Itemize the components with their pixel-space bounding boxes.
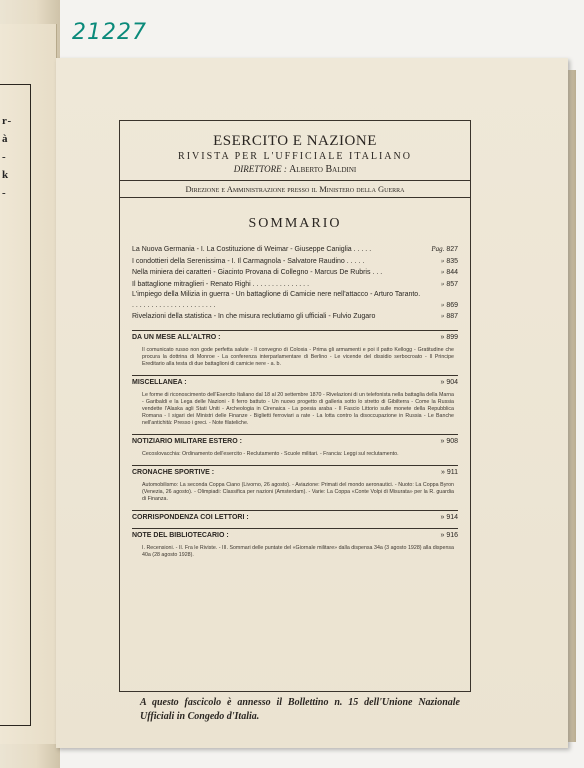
article-page [424, 279, 458, 291]
page-number: 827 [446, 246, 458, 253]
toc-article-row [132, 311, 458, 323]
page-prefix: » [440, 268, 445, 276]
article-title: Rivelazioni della statistica - In che misura reclutiamo gli ufficiali - Fulvio Zugaro [132, 313, 376, 320]
section-summary: Cecoslovacchia: Ordinamento dell'esercito - Reclutamento - Scuole militari. - Francia: Leggi sul reclutamento. [142, 450, 399, 457]
page-number: 857 [446, 280, 458, 288]
section-page: » 899 [440, 333, 458, 341]
section-summary: Il comunicato russo non gode perfetta salute - Il convegno di Coloxia - Prima gli armamenti e poi il patto Kellogg - Gratitudine che procura la dottrina di Monroe - La conferenza interparlamentare di Berlino - Le vicende del dissidio serbocroato - Il Principe Ereditario alla testa di due battaglioni di camicie nere - a. b. [142, 346, 454, 367]
section-page: » 904 [440, 378, 458, 386]
page-number: 908 [446, 437, 458, 445]
page-number: 844 [446, 269, 458, 276]
masthead-subtitle: RIVISTA PER L'UFFICIALE ITALIANO [178, 151, 412, 162]
section-title: NOTE DEL BIBLIOTECARIO : [132, 531, 229, 539]
article-title: La Nuova Germania - I. La Costituzione di Weimar - Giuseppe Caniglia . . . . . [132, 246, 372, 253]
page-number: 869 [446, 301, 458, 309]
page-prefix: Pag. [431, 245, 445, 253]
page-number: 914 [446, 513, 458, 521]
toc-article-row [132, 290, 458, 311]
section-page: » 908 [440, 437, 458, 445]
left-glyph: - [2, 151, 7, 163]
section-summary: Automobilismo: La seconda Coppa Ciano (Livorno, 26 agosto). - Aviazione: Primati del mondo aeronautici. - Nuoto: La Coppa Byron (Venezia, 26 agosto). - Olimpiadi: Classifica per nazioni (Amsterdam). - Varie: La Coppa «Conte Volpi di Misurata» per la R. guardia di Finanza. [142, 481, 454, 502]
section-title: DA UN MESE ALL'ALTRO : [132, 333, 221, 341]
section-page: » 914 [440, 513, 458, 521]
page-prefix: » [440, 312, 445, 320]
left-glyph: r- [2, 115, 13, 127]
toc-article-row [132, 256, 458, 268]
article-page [424, 311, 458, 323]
article-page [424, 244, 458, 256]
section-title: CRONACHE SPORTIVE : [132, 468, 215, 476]
page-prefix: » [440, 300, 445, 309]
annex-note: A questo fascicolo è annesso il Bollettino n. 15 dell'Unione Nazionale Ufficiali in Congedo d'Italia. [140, 697, 460, 722]
toc-article-row [132, 244, 458, 256]
masthead-block [120, 121, 470, 175]
section-heading-row [132, 376, 458, 386]
page-number: 887 [446, 313, 458, 320]
section-heading-row [132, 331, 458, 341]
section-heading-row [132, 529, 458, 539]
section-title: CORRISPONDENZA COI LETTORI : [132, 513, 249, 521]
section-summary: I. Recensioni. - II. Fra le Riviste. - III. Sommari delle puntate del «Giornale militare» dalla dispensa 34a (3 agosto 1928) alla dispensa 40a (28 agosto 1928). [142, 544, 454, 558]
director-name: Alberto Baldini [289, 164, 357, 175]
article-page [424, 300, 458, 312]
page-number: 835 [446, 257, 458, 265]
section-heading-row [132, 435, 458, 445]
left-glyph: k [2, 169, 10, 181]
article-list [132, 244, 458, 323]
page-prefix: » [440, 256, 445, 265]
left-facing-page [0, 24, 57, 744]
article-title: I condottieri della Serenissima - I. Il Carmagnola - Salvatore Raudino . . . . . [132, 257, 365, 265]
page-number: 911 [446, 468, 458, 476]
section-list [132, 330, 458, 559]
administration-line: Direzione e Amministrazione presso il Ministero della Guerra [120, 180, 470, 198]
left-glyph: - [2, 187, 7, 199]
left-glyph: à [2, 133, 9, 145]
section-page: » 911 [440, 468, 458, 476]
section-heading-row [132, 511, 458, 521]
handwritten-inventory-number: 21227 [72, 20, 147, 45]
page-prefix: » [440, 279, 445, 288]
section-title: NOTIZIARIO MILITARE ESTERO : [132, 437, 242, 445]
sommario-heading: SOMMARIO [248, 216, 342, 231]
director-label: DIRETTORE : [233, 164, 287, 174]
toc-article-row [132, 267, 458, 279]
article-page [424, 267, 458, 279]
article-title: Nella miniera dei caratteri - Giacinto Provana di Collegno - Marcus De Rubris . . . [132, 269, 383, 276]
article-page [424, 256, 458, 268]
section-summary: Le forme di riconoscimento dell'Esercito Italiano dal 18 al 20 settembre 1870 - Rivelazioni di un telefonista nella battaglia della Marna - Garibaldi e la Lega delle Nazioni - Il ferro battuto - Un nuovo progetto di galleria sotto lo stretto di Gibilterra - Come la Russia vendette l'Alaska agli Stati Uniti - Archeologia in Cirenaica - La poesia araba - Il Fascio Littorio sulle monete della Repubblica Romana - I sigari dei Ministri delle Finanze - Biglietti ferroviari a rate - La lotta contro la disoccupazione in Russia - Le Banche nell'antichità: Presso i greci. - Note filateliche. [142, 391, 454, 426]
toc-article-row [132, 279, 458, 291]
page-number: 916 [446, 531, 458, 539]
contents-frame [119, 120, 471, 692]
section-heading-row [132, 466, 458, 476]
page-number: 899 [446, 333, 458, 341]
page-edge [568, 70, 576, 742]
director-line [120, 164, 470, 175]
left-page-glyphs [2, 112, 12, 202]
masthead-title: ESERCITO E NAZIONE [213, 133, 377, 149]
article-title: L'impiego della Milizia in guerra - Un battaglione di Camicie nere nell'attacco - Arturo Taranto. . . . . . . . . . . . . . . . . . . . . . . [132, 291, 421, 309]
section-title: MISCELLANEA : [132, 378, 187, 386]
section-page: » 916 [440, 531, 458, 539]
article-title: Il battaglione mitraglieri - Renato Righi . . . . . . . . . . . . . . . [132, 280, 310, 288]
page-number: 904 [446, 378, 458, 386]
contents-page [56, 58, 568, 748]
